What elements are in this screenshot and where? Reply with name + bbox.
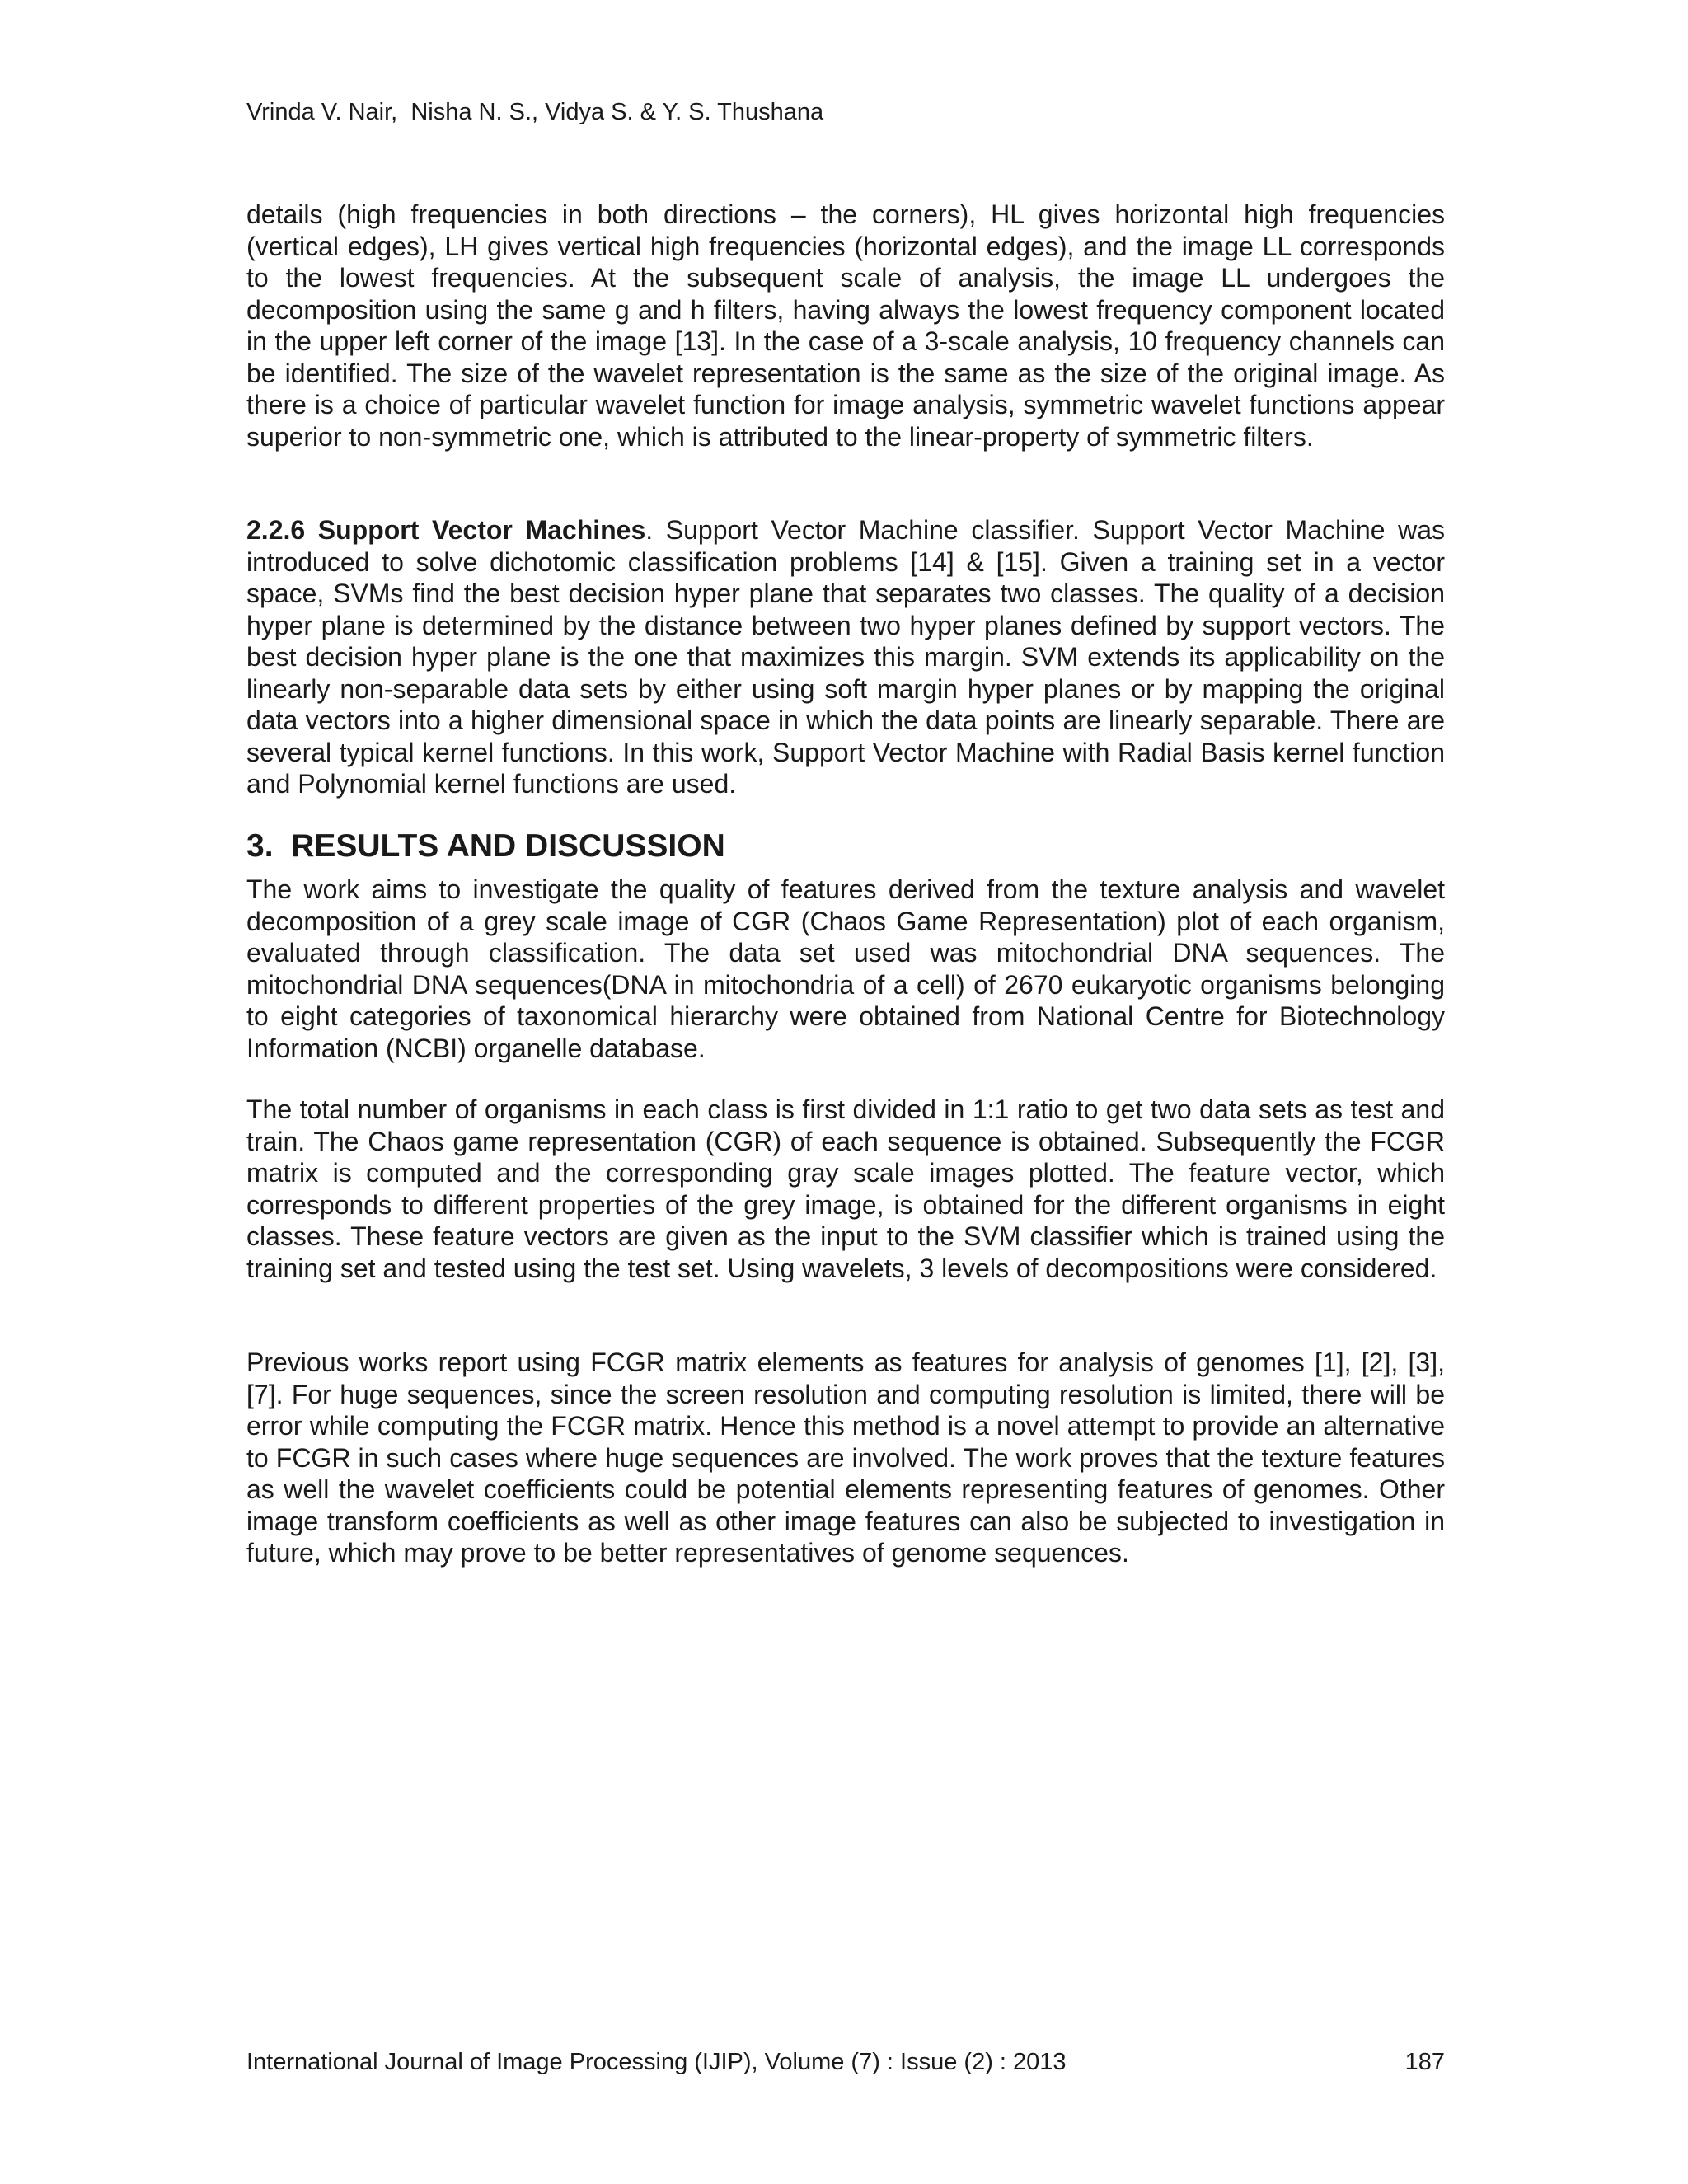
paragraph-results-method: The total number of organisms in each class is first divided in 1:1 ratio to get two data sets as test and train. The Chaos game representation (CGR) of each sequence is obtained. Subsequently the FCGR matrix is computed and the corresponding gray scale images plotted. The feature vector, which corresponds to different properties of the grey image, is obtained for the different organisms in eight classes. These feature vectors are given as the input to the SVM classifier which is trained using the training set and tested using the test set. Using wavelets, 3 levels of decompositions were considered.	[246, 1094, 1445, 1283]
footer-journal-citation: International Journal of Image Processing (IJIP), Volume (7) : Issue (2) : 2013	[246, 2049, 1067, 2075]
paragraph-results-discussion: Previous works report using FCGR matrix elements as features for analysis of genomes [1], [2], [3], [7]. For huge sequences, since the screen resolution and computing resolution is limited, there will be error while computing the FCGR matrix. Hence this method is a novel attempt to provide an alternative to FCGR in such cases where huge sequences are involved. The work proves that the texture features as well the wavelet coefficients could be potential elements representing features of genomes. Other image transform coefficients as well as other image features can also be subjected to investigation in future, which may prove to be better representatives of genome sequences.	[246, 1347, 1445, 1568]
paragraph-results-intro: The work aims to investigate the quality of features derived from the texture analysis and wavelet decomposition of a grey scale image of CGR (Chaos Game Representation) plot of each organism, evaluated through classification. The data set used was mitochondrial DNA sequences. The mitochondrial DNA sequences(DNA in mitochondria of a cell) of 2670 eukaryotic organisms belonging to eight categories of taxonomical hierarchy were obtained from National Centre for Biotechnology Information (NCBI) organelle database.	[246, 874, 1445, 1063]
paragraph-wavelet-continuation: details (high frequencies in both directions – the corners), HL gives horizontal high frequencies (vertical edges), LH gives vertical high frequencies (horizontal edges), and the image LL corresponds to the lowest frequencies. At the subsequent scale of analysis, the image LL undergoes the decomposition using the same g and h filters, having always the lowest frequency component located in the upper left corner of the image [13]. In the case of a 3-scale analysis, 10 frequency channels can be identified. The size of the wavelet representation is the same as the size of the original image. As there is a choice of particular wavelet function for image analysis, symmetric wavelet functions appear superior to non-symmetric one, which is attributed to the linear-property of symmetric filters.	[246, 199, 1445, 452]
running-header-authors: Vrinda V. Nair, Nisha N. S., Vidya S. & Y. S. Thushana	[246, 99, 824, 125]
page-number: 187	[1404, 2049, 1445, 2075]
subsection-heading-svm: 2.2.6 Support Vector Machines	[246, 515, 646, 545]
page-footer	[246, 2047, 1445, 2077]
paragraph-svm-body: . Support Vector Machine classifier. Support Vector Machine was introduced to solve dichotomic classification problems [14] & [15]. Given a training set in a vector space, SVMs find the best decision hyper plane that separates two classes. The quality of a decision hyper plane is determined by the distance between two hyper planes defined by support vectors. The best decision hyper plane is the one that maximizes this margin. SVM extends its applicability on the linearly non-separable data sets by either using soft margin hyper planes or by mapping the original data vectors into a higher dimensional space in which the data points are linearly separable. There are several typical kernel functions. In this work, Support Vector Machine with Radial Basis kernel function and Polynomial kernel functions are used.	[246, 515, 1446, 799]
section-heading-results: 3. RESULTS AND DISCUSSION	[246, 828, 725, 864]
paragraph-svm	[246, 514, 1445, 800]
